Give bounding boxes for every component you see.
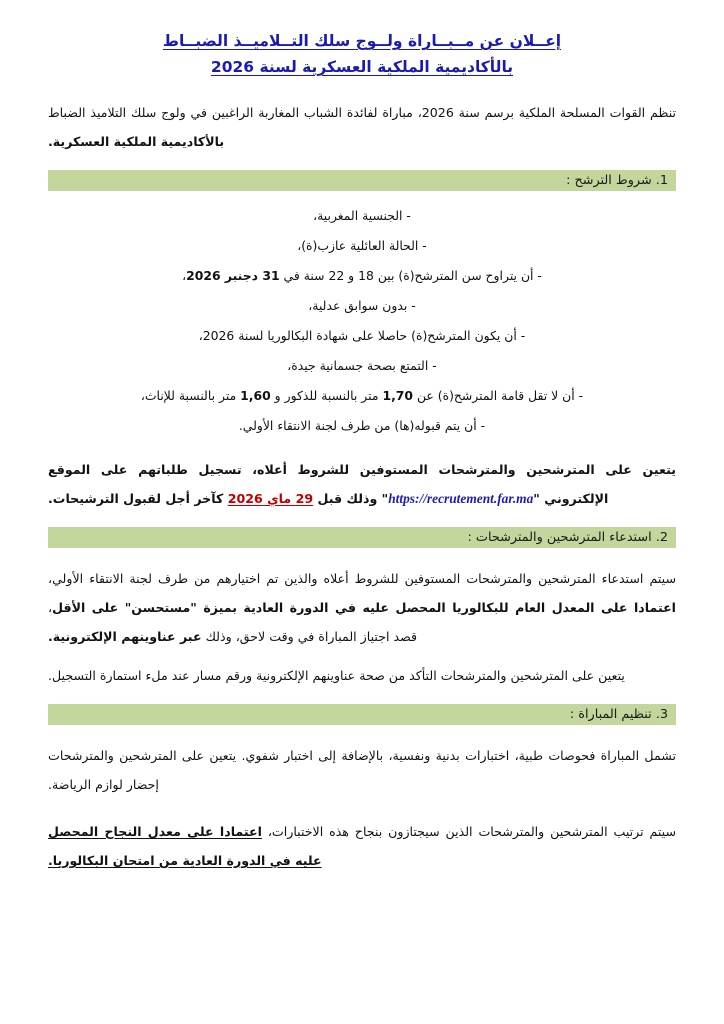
condition-8: - أن يتم قبوله(ها) من طرف لجنة الانتقاء الأولي. — [238, 418, 486, 433]
registration-text-3: كآخر أجل لقبول الترشيحات. — [48, 491, 228, 506]
condition-4: - بدون سوابق عدلية، — [308, 298, 416, 313]
list-item — [48, 411, 676, 441]
condition-1: - الجنسية المغربية، — [313, 208, 411, 223]
title-line-1: إعــلان عن مــبــاراة ولــوج سلك التــلاميــذ الضبــاط — [162, 32, 562, 50]
list-item — [48, 351, 676, 381]
condition-7-mid: متر بالنسبة للذكور و — [270, 388, 383, 403]
condition-6: - التمتع بصحة جسمانية جيدة، — [287, 358, 437, 373]
convocation-paragraph-2 — [48, 661, 676, 690]
ranking-text: سيتم ترتيب المترشحين والمترشحات الذين سيجتازون بنجاح هذه الاختبارات، — [261, 824, 676, 839]
registration-text-1: يتعين على المترشحين والمترشحات المستوفين للشروط أعلاه، تسجيل طلباتهم على الموقع الإلكتروني — [48, 462, 676, 506]
section-2-number: 2. — [655, 530, 668, 545]
list-item — [48, 261, 676, 291]
section-2-heading: استدعاء المترشحين والمترشحات : — [467, 530, 652, 545]
title-line-2: بالأكاديمية الملكية العسكرية لسنة 2026 — [210, 58, 514, 76]
organization-tests-text: تشمل المباراة فحوصات طبية، اختبارات بدنية ونفسية، بالإضافة إلى اختبار شفوي. يتعين على المترشحين والمترشحات إحضار لوازم الرياضة. — [48, 748, 676, 792]
intro-paragraph — [48, 98, 676, 156]
registration-deadline: 29 ماي 2026 — [227, 491, 314, 506]
condition-7-height-female: 1,60 — [240, 388, 271, 403]
condition-2: - الحالة العائلية عازب(ة)، — [297, 238, 427, 253]
condition-7-pre: - أن لا تقل قامة المترشح(ة) عن — [413, 388, 584, 403]
intro-text: تنظم القوات المسلحة الملكية برسم سنة 2026، مباراة لفائدة الشباب المغاربة الراغبين في ولوج سلك التلاميذ الضباط — [48, 105, 676, 120]
section-header-3 — [48, 704, 676, 725]
convocation-verify-text: يتعين على المترشحين والمترشحات التأكد من صحة عناوينهم الإلكترونية ورقم مسار عند ملء استمارة التسجيل. — [48, 668, 625, 683]
list-item — [48, 291, 676, 321]
title-line-1-wrapper — [48, 28, 676, 54]
list-item — [48, 201, 676, 231]
condition-3-pre: - أن يتراوح سن المترشح(ة) بين 18 و 22 سنة في — [279, 268, 542, 283]
list-item — [48, 231, 676, 261]
conditions-list — [48, 201, 676, 441]
spacer — [48, 554, 676, 564]
registration-paragraph — [48, 455, 676, 513]
convocation-text-1: سيتم استدعاء المترشحين والمترشحات المستوفين للشروط أعلاه والذين تم اختيارهم من طرف لجنة الانتقاء الأولي، — [48, 571, 676, 586]
list-item — [48, 321, 676, 351]
quote-open: " — [533, 491, 540, 506]
spacer — [48, 441, 676, 455]
section-header-1 — [48, 170, 676, 191]
condition-7-height-male: 1,70 — [382, 388, 414, 403]
convocation-paragraph-1 — [48, 564, 676, 651]
section-1-number: 1. — [655, 173, 668, 188]
condition-3-date: 31 دجنبر 2026 — [186, 268, 280, 283]
intro-text-bold: بالأكاديمية الملكية العسكرية. — [48, 134, 225, 149]
convocation-text-2: ، قصد اجتياز المباراة في وقت لاحق، وذلك — [48, 600, 418, 644]
title-line-2-wrapper — [48, 54, 676, 80]
convocation-email-bold: عبر عناوينهم الإلكترونية. — [48, 629, 202, 644]
spacer — [48, 799, 676, 817]
registration-url[interactable]: https://recrutement.far.ma — [388, 491, 534, 506]
condition-5: - أن يكون المترشح(ة) حاصلا على شهادة البكالوريا لسنة 2026، — [198, 328, 526, 343]
section-header-2 — [48, 527, 676, 548]
condition-3-post: ، — [182, 268, 187, 283]
organization-paragraph-1 — [48, 741, 676, 799]
document-title — [48, 0, 676, 80]
quote-close: " — [381, 491, 389, 506]
registration-text-2: وذلك قبل — [313, 491, 382, 506]
section-3-heading: تنظيم المباراة : — [569, 707, 652, 722]
spacer — [48, 731, 676, 741]
convocation-criteria-bold: اعتمادا على المعدل العام للبكالوريا المحصل عليه في الدورة العادية بميزة "مستحسن" على الأقل — [52, 600, 676, 615]
organization-paragraph-2 — [48, 817, 676, 875]
list-item — [48, 381, 676, 411]
section-3-number: 3. — [655, 707, 668, 722]
ranking-criteria-underlined: اعتمادا على معدل النجاح المحصل عليه في الدورة العادية من امتحان البكالوريا. — [48, 824, 322, 868]
condition-7-post: متر بالنسبة للإناث، — [140, 388, 241, 403]
spacer — [48, 651, 676, 661]
section-1-heading: شروط الترشح : — [566, 173, 652, 188]
